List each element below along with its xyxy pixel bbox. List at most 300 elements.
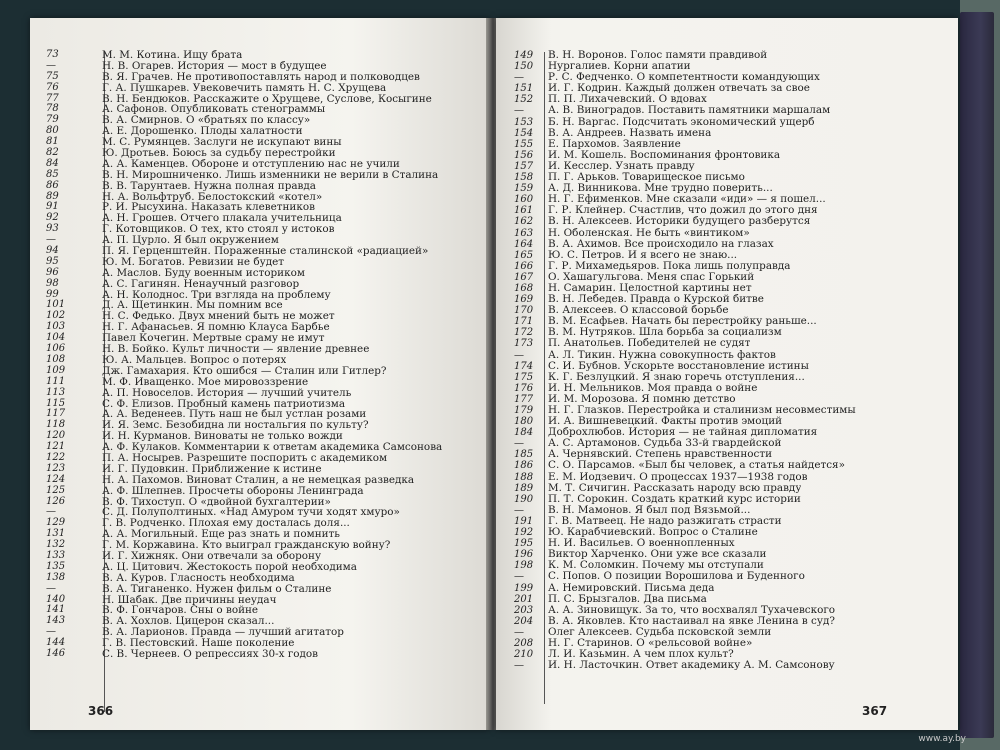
contents-entry bbox=[42, 72, 482, 83]
entry-page-number: — bbox=[514, 105, 524, 117]
entry-title: А. Л. Тикин. Нужна совокупность фактов bbox=[548, 349, 776, 361]
entry-page-number: 161 bbox=[514, 205, 534, 217]
watermark: www.ay.by bbox=[918, 734, 966, 744]
entry-page-number: 143 bbox=[46, 615, 66, 627]
entry-title: Н. Оболенская. Не быть «винтиком» bbox=[548, 227, 750, 239]
entry-title: А. А. Зиновищук. За то, что восхвалял Тухачевского bbox=[548, 604, 836, 616]
contents-entry bbox=[510, 583, 950, 594]
contents-entry bbox=[510, 394, 950, 405]
entry-title: А. А. Каменцев. Обороне и отступлению нас не учили bbox=[102, 158, 400, 170]
entry-title: Р. С. Федченко. О компетентности командующих bbox=[548, 72, 820, 84]
contents-entry bbox=[510, 50, 950, 61]
entry-page-number: 122 bbox=[46, 451, 66, 463]
contents-entry bbox=[510, 327, 950, 338]
entry-title: А. С. Артамонов. Судьба 33-й гвардейской bbox=[548, 438, 782, 450]
contents-entry bbox=[510, 538, 950, 549]
entry-title: А. Ф. Шлепнев. Просчеты обороны Ленинграда bbox=[102, 485, 364, 497]
contents-entry bbox=[510, 483, 950, 494]
entry-title: Е. М. Иодзевич. О процессах 1937—1938 годов bbox=[548, 471, 808, 483]
entry-title: В. А. Яковлев. Кто настаивал на явке Ленина в суд? bbox=[548, 615, 835, 627]
entry-title: А. П. Цурло. Я был окружением bbox=[102, 235, 279, 247]
entry-title: В. Н. Воронов. Голос памяти правдивой bbox=[548, 50, 768, 61]
entry-title: А. А. Могильный. Еще раз знать и помнить bbox=[102, 529, 340, 541]
entry-title: Доброхлюбов. История — не тайная дипломатия bbox=[548, 427, 818, 439]
contents-entry bbox=[510, 472, 950, 483]
entry-title: В. Н. Лебедев. Правда о Курской битве bbox=[548, 294, 764, 306]
entry-page-number: 106 bbox=[46, 343, 66, 355]
contents-entry bbox=[42, 279, 482, 290]
entry-page-number: 99 bbox=[46, 288, 59, 300]
contents-entry bbox=[510, 305, 950, 316]
entry-title: В. М. Нутряков. Шла борьба за социализм bbox=[548, 327, 782, 339]
entry-title: А. Чернявский. Степень нравственности bbox=[548, 449, 773, 461]
entry-page-number: 91 bbox=[46, 201, 59, 213]
contents-entry bbox=[42, 94, 482, 105]
contents-entry bbox=[42, 137, 482, 148]
entry-page-number: 163 bbox=[514, 227, 534, 239]
entry-title: В. В. Тарунтаев. Нужна полная правда bbox=[102, 180, 316, 192]
contents-entry bbox=[42, 627, 482, 638]
entry-page-number: 176 bbox=[514, 382, 534, 394]
entry-page-number: 174 bbox=[514, 360, 534, 372]
entry-title: Г. Котовщиков. О тех, кто стоял у истоков bbox=[102, 224, 335, 236]
entry-title: Н. Г. Ефименков. Мне сказали «иди» — я пошел... bbox=[548, 194, 826, 206]
entry-page-number: 102 bbox=[46, 310, 66, 322]
contents-entry bbox=[42, 61, 482, 72]
entry-title: А. Сафонов. Опубликовать стенограммы bbox=[102, 104, 326, 116]
entry-page-number: 108 bbox=[46, 353, 66, 365]
entry-title: Дж. Гамахария. Кто ошибся — Сталин или Гитлер? bbox=[102, 365, 387, 377]
entry-title: Н. В. Бойко. Культ личности — явление древнее bbox=[102, 344, 370, 355]
entry-page-number: 159 bbox=[514, 183, 534, 195]
contents-entry bbox=[42, 431, 482, 442]
entry-title: А. Е. Дорошенко. Плоды халатности bbox=[102, 126, 303, 138]
contents-entry bbox=[510, 605, 950, 616]
contents-entry bbox=[510, 494, 950, 505]
entry-page-number: 94 bbox=[46, 245, 59, 257]
entry-title: В. Н. Бендюков. Расскажите о Хрущеве, Суслове, Косыгине bbox=[102, 93, 432, 105]
entry-page-number: 158 bbox=[514, 172, 534, 184]
entry-title: Е. Пархомов. Заявление bbox=[548, 138, 681, 150]
page-number-right: 367 bbox=[862, 704, 888, 718]
entry-page-number: 82 bbox=[46, 147, 59, 159]
entry-page-number: 92 bbox=[46, 212, 59, 224]
entry-page-number: 204 bbox=[514, 615, 534, 627]
entry-page-number: 185 bbox=[514, 449, 534, 461]
entry-title: М. Ф. Иващенко. Мое мировоззрение bbox=[102, 376, 309, 388]
contents-entry bbox=[510, 505, 950, 516]
entry-title: В. А. Ларионов. Правда — лучший агитатор bbox=[102, 627, 344, 639]
contents-entry bbox=[510, 272, 950, 283]
contents-entry bbox=[510, 361, 950, 372]
contents-entry bbox=[42, 464, 482, 475]
entry-page-number: 117 bbox=[46, 408, 66, 420]
book-cover-edge bbox=[960, 12, 994, 738]
contents-entry bbox=[510, 228, 950, 239]
entry-page-number: — bbox=[514, 438, 524, 450]
entry-page-number: 188 bbox=[514, 471, 534, 483]
entry-title: Павел Кочегин. Мертвые сраму не имут bbox=[102, 333, 325, 345]
entry-page-number: 80 bbox=[46, 125, 59, 137]
entry-title: С. И. Бубнов. Ускорьте восстановление истины bbox=[548, 360, 809, 372]
entry-title: В. А. Тиганенко. Нужен фильм о Сталине bbox=[102, 583, 332, 595]
entry-title: Олег Алексеев. Судьба псковской земли bbox=[548, 626, 772, 638]
entry-title: И. Г. Хижняк. Они отвечали за оборону bbox=[102, 550, 322, 562]
entry-page-number: 98 bbox=[46, 277, 59, 289]
contents-entry bbox=[42, 192, 482, 203]
entry-title: К. Г. Безлуцкий. Я знаю горечь отступления... bbox=[548, 371, 805, 383]
contents-entry bbox=[510, 660, 950, 671]
entry-title: Ю. Карабчиевский. Вопрос о Сталине bbox=[548, 527, 758, 539]
left-page bbox=[30, 18, 490, 730]
entry-page-number: 190 bbox=[514, 493, 534, 505]
contents-entry bbox=[42, 322, 482, 333]
entry-page-number: 196 bbox=[514, 549, 534, 561]
contents-entry bbox=[510, 83, 950, 94]
entry-page-number: 123 bbox=[46, 462, 66, 474]
entry-title: С. В. Чернеев. О репрессиях 30-х годов bbox=[102, 648, 319, 660]
entry-title: Г. Р. Клейнер. Счастлив, что дожил до этого дня bbox=[548, 205, 818, 217]
contents-entry bbox=[510, 239, 950, 250]
contents-entry bbox=[510, 94, 950, 105]
entry-page-number: — bbox=[514, 571, 524, 583]
entry-title: Н. Самарин. Целостной картины нет bbox=[548, 282, 752, 294]
contents-entry bbox=[42, 148, 482, 159]
entry-page-number: 140 bbox=[46, 593, 66, 605]
entry-title: Б. Н. Варгас. Подсчитать экономический ущерб bbox=[548, 116, 815, 128]
entry-page-number: 115 bbox=[46, 397, 66, 409]
contents-entry bbox=[42, 507, 482, 518]
entry-page-number: 125 bbox=[46, 484, 66, 496]
entry-title: Г. А. Пушкарев. Увековечить память Н. С. Хрущева bbox=[102, 82, 387, 94]
entry-page-number: — bbox=[514, 504, 524, 516]
contents-entry bbox=[42, 344, 482, 355]
contents-entry bbox=[42, 377, 482, 388]
entry-title: Н. Г. Старинов. О «рельсовой войне» bbox=[548, 637, 753, 649]
contents-entry bbox=[510, 105, 950, 116]
entry-page-number: — bbox=[46, 582, 56, 594]
entry-title: П. С. Брызгалов. Два письма bbox=[548, 593, 707, 605]
entry-page-number: 151 bbox=[514, 83, 534, 95]
entry-title: В. Н. Мамонов. Я был под Вязьмой... bbox=[548, 504, 751, 516]
contents-entry bbox=[510, 261, 950, 272]
entry-title: П. Г. Арьков. Товарищеское письмо bbox=[548, 172, 745, 184]
contents-entry bbox=[510, 594, 950, 605]
contents-entry bbox=[42, 638, 482, 649]
entry-page-number: 103 bbox=[46, 321, 66, 333]
contents-entry bbox=[42, 616, 482, 627]
entry-title: А. Ц. Цитович. Жестокость порой необходима bbox=[102, 561, 357, 573]
entry-page-number: 85 bbox=[46, 168, 59, 180]
entry-page-number: 168 bbox=[514, 282, 534, 294]
entry-title: П. Я. Герценштейн. Пораженные сталинской «радиацией» bbox=[102, 246, 429, 257]
entry-page-number: 179 bbox=[514, 405, 534, 416]
entry-page-number: 155 bbox=[514, 138, 534, 150]
contents-entry bbox=[510, 194, 950, 205]
contents-entry bbox=[510, 416, 950, 427]
entry-page-number: 172 bbox=[514, 327, 534, 339]
entry-title: И. М. Кошель. Воспоминания фронтовика bbox=[548, 149, 781, 161]
contents-entry bbox=[510, 250, 950, 261]
entry-page-number: 150 bbox=[514, 61, 534, 73]
entry-page-number: — bbox=[46, 506, 56, 518]
entry-page-number: 154 bbox=[514, 127, 534, 139]
contents-entry bbox=[42, 409, 482, 420]
entry-title: П. П. Лихачевский. О вдовах bbox=[548, 94, 707, 106]
entry-title: И. Я. Земс. Безобидна ли ностальгия по культу? bbox=[102, 420, 369, 432]
entry-page-number: 109 bbox=[46, 364, 66, 376]
entry-title: И. Г. Пудовкин. Приближение к истине bbox=[102, 463, 322, 475]
entry-title: И. Н. Ласточкин. Ответ академику А. М. Самсонову bbox=[548, 660, 835, 672]
entry-title: Г. Р. Михамедьяров. Пока лишь полуправда bbox=[548, 260, 791, 272]
contents-entry bbox=[510, 649, 950, 660]
entry-page-number: 192 bbox=[514, 527, 534, 539]
entry-title: И. Н. Мельников. Моя правда о войне bbox=[548, 382, 758, 394]
entry-page-number: 120 bbox=[46, 430, 66, 442]
contents-entry bbox=[510, 150, 950, 161]
entry-title: В. А. Андреев. Назвать имена bbox=[548, 127, 712, 139]
contents-entry bbox=[510, 460, 950, 471]
entry-page-number: 198 bbox=[514, 560, 534, 572]
contents-entry bbox=[510, 316, 950, 327]
contents-entry bbox=[42, 551, 482, 562]
entry-title: Н. В. Огарев. История — мост в будущее bbox=[102, 60, 327, 72]
entry-title: В. Ф. Гончаров. Сны о войне bbox=[102, 605, 259, 617]
contents-entry bbox=[510, 205, 950, 216]
contents-entry bbox=[42, 290, 482, 301]
contents-entry bbox=[510, 516, 950, 527]
contents-entry bbox=[42, 573, 482, 584]
contents-entry bbox=[510, 405, 950, 416]
entry-page-number: 177 bbox=[514, 393, 534, 405]
contents-entry bbox=[510, 527, 950, 538]
entry-title: С. Попов. О позиции Ворошилова и Буденного bbox=[548, 571, 805, 583]
entry-page-number: 144 bbox=[46, 637, 66, 649]
entry-title: И. Г. Кодрин. Каждый должен отвечать за свое bbox=[548, 83, 810, 95]
entry-title: С. Ф. Елизов. Пробный камень патриотизма bbox=[102, 398, 346, 410]
contents-entry bbox=[510, 449, 950, 460]
contents-entry bbox=[510, 161, 950, 172]
entry-page-number: 189 bbox=[514, 482, 534, 494]
entry-title: И. А. Вишневецкий. Факты против эмоций bbox=[548, 416, 783, 428]
contents-entry bbox=[42, 420, 482, 431]
entry-title: А. П. Новоселов. История — лучший учитель bbox=[102, 387, 352, 399]
contents-entry bbox=[510, 117, 950, 128]
entry-page-number: 79 bbox=[46, 114, 59, 126]
entry-title: И. Кесслер. Узнать правду bbox=[548, 160, 695, 172]
entry-page-number: 111 bbox=[46, 375, 66, 387]
entry-page-number: 84 bbox=[46, 157, 59, 169]
contents-entry bbox=[42, 311, 482, 322]
entry-page-number: 121 bbox=[46, 441, 66, 453]
entry-title: И. М. Морозова. Я помню детство bbox=[548, 393, 736, 405]
entry-title: Виктор Харченко. Они уже все сказали bbox=[548, 549, 767, 561]
contents-list-right bbox=[510, 50, 950, 671]
entry-title: Ю. М. Богатов. Ревизии не будет bbox=[102, 256, 285, 268]
entry-title: А. Н. Грошев. Отчего плакала учительница bbox=[102, 213, 342, 225]
entry-page-number: 96 bbox=[46, 266, 59, 278]
entry-page-number: 184 bbox=[514, 427, 534, 439]
entry-title: М. С. Румянцев. Заслуги не искупают вины bbox=[102, 137, 342, 149]
entry-title: Н. Шабак. Две причины неудач bbox=[102, 594, 277, 606]
entry-title: Ю. А. Мальцев. Вопрос о потерях bbox=[102, 354, 287, 366]
contents-entry bbox=[42, 202, 482, 213]
contents-entry bbox=[42, 562, 482, 573]
contents-entry bbox=[42, 159, 482, 170]
entry-page-number: 132 bbox=[46, 539, 66, 551]
contents-entry bbox=[510, 283, 950, 294]
entry-page-number: 135 bbox=[46, 560, 66, 572]
contents-entry bbox=[510, 571, 950, 582]
entry-page-number: 210 bbox=[514, 649, 534, 661]
entry-page-number: 157 bbox=[514, 160, 534, 172]
contents-entry bbox=[42, 366, 482, 377]
contents-entry bbox=[510, 61, 950, 72]
contents-entry bbox=[42, 529, 482, 540]
contents-entry bbox=[510, 372, 950, 383]
entry-title: В. Алексеев. О классовой борьбе bbox=[548, 305, 729, 317]
page-number-left: 366 bbox=[88, 704, 114, 718]
entry-page-number: 78 bbox=[46, 103, 59, 115]
contents-entry bbox=[42, 104, 482, 115]
entry-page-number: 76 bbox=[46, 81, 59, 93]
entry-title: А. С. Гагинян. Ненаучный разговор bbox=[102, 278, 300, 290]
entry-title: Г. В. Родченко. Плохая ему досталась доля... bbox=[102, 518, 350, 530]
contents-entry bbox=[42, 649, 482, 660]
entry-page-number: 199 bbox=[514, 582, 534, 594]
entry-page-number: 208 bbox=[514, 637, 534, 649]
right-page bbox=[496, 18, 958, 730]
entry-page-number: — bbox=[514, 72, 524, 84]
entry-page-number: 149 bbox=[514, 50, 534, 61]
entry-page-number: 153 bbox=[514, 116, 534, 128]
entry-page-number: 201 bbox=[514, 593, 534, 605]
contents-entry bbox=[510, 549, 950, 560]
contents-entry bbox=[42, 584, 482, 595]
contents-entry bbox=[510, 427, 950, 438]
entry-title: Н. И. Васильев. О военнопленных bbox=[548, 538, 735, 550]
contents-entry bbox=[510, 616, 950, 627]
entry-page-number: 124 bbox=[46, 473, 66, 485]
entry-page-number: 118 bbox=[46, 419, 66, 431]
contents-entry bbox=[42, 83, 482, 94]
entry-title: Д. А. Щетинкин. Мы помним все bbox=[102, 300, 283, 312]
contents-entry bbox=[510, 350, 950, 361]
entry-title: Л. И. Казьмин. А чем плох культ? bbox=[548, 649, 734, 661]
entry-title: С. Д. Полуполтиных. «Над Амуром тучи ходят хмуро» bbox=[102, 507, 400, 519]
entry-title: В. А. Хохлов. Цицерон сказал... bbox=[102, 616, 275, 628]
entry-page-number: 186 bbox=[514, 460, 534, 472]
contents-entry bbox=[42, 475, 482, 486]
contents-entry bbox=[42, 246, 482, 257]
entry-page-number: 175 bbox=[514, 371, 534, 383]
entry-title: Р. И. Рысухина. Наказать клеветников bbox=[102, 202, 315, 214]
contents-entry bbox=[42, 181, 482, 192]
entry-page-number: 95 bbox=[46, 255, 59, 267]
contents-entry bbox=[42, 126, 482, 137]
entry-page-number: 164 bbox=[514, 238, 534, 250]
entry-title: П. Анатольев. Победителей не судят bbox=[548, 338, 751, 350]
entry-page-number: — bbox=[46, 234, 56, 246]
entry-title: В. М. Есафьев. Начать бы перестройку раньше... bbox=[548, 316, 817, 328]
entry-title: В. А. Куров. Гласность необходима bbox=[102, 572, 295, 584]
contents-entry bbox=[42, 224, 482, 235]
entry-page-number: 138 bbox=[46, 571, 66, 583]
entry-page-number: 89 bbox=[46, 190, 59, 202]
contents-entry bbox=[42, 399, 482, 410]
entry-title: П. Т. Сорокин. Создать краткий курс истории bbox=[548, 493, 801, 505]
entry-page-number: 165 bbox=[514, 249, 534, 261]
contents-entry bbox=[42, 442, 482, 453]
contents-entry bbox=[510, 72, 950, 83]
entry-title: П. А. Носырев. Разрешите поспорить с академиком bbox=[102, 452, 388, 464]
contents-entry bbox=[42, 518, 482, 529]
entry-title: В. Н. Алексеев. Историки будущего разберутся bbox=[548, 216, 811, 228]
entry-page-number: 162 bbox=[514, 216, 534, 228]
contents-entry bbox=[510, 183, 950, 194]
contents-entry bbox=[510, 438, 950, 449]
entry-page-number: 126 bbox=[46, 495, 66, 507]
entry-title: Н. Г. Афанасьев. Я помню Клауса Барбье bbox=[102, 322, 330, 334]
entry-page-number: 93 bbox=[46, 223, 59, 235]
entry-title: Г. В. Пестовский. Наше поколение bbox=[102, 638, 295, 649]
contents-entry bbox=[510, 638, 950, 649]
entry-title: В. Ф. Тихоступ. О «двойной бухгалтерии» bbox=[102, 496, 331, 508]
entry-page-number: 203 bbox=[514, 604, 534, 616]
entry-page-number: — bbox=[514, 660, 524, 672]
entry-title: Ю. С. Петров. И я всего не знаю... bbox=[548, 249, 738, 261]
entry-title: И. Н. Курманов. Виноваты не только вожди bbox=[102, 431, 343, 443]
entry-page-number: 86 bbox=[46, 179, 59, 191]
contents-entry bbox=[510, 338, 950, 349]
entry-title: В. Я. Грачев. Не противопоставлять народ и полководцев bbox=[102, 71, 420, 83]
contents-list-left bbox=[42, 50, 482, 660]
entry-page-number: 169 bbox=[514, 294, 534, 306]
contents-entry bbox=[42, 257, 482, 268]
entry-title: А. Н. Колоднос. Три взгляда на проблему bbox=[102, 289, 331, 301]
entry-title: К. М. Соломкин. Почему мы отступали bbox=[548, 560, 764, 572]
entry-page-number: 152 bbox=[514, 94, 534, 106]
entry-title: А. Д. Винникова. Мне трудно поверить... bbox=[548, 183, 773, 195]
contents-entry bbox=[42, 486, 482, 497]
entry-page-number: 166 bbox=[514, 260, 534, 272]
entry-page-number: — bbox=[514, 626, 524, 638]
entry-title: С. О. Парсамов. «Был бы человек, а статья найдется» bbox=[548, 460, 845, 472]
entry-title: Н. Г. Глазков. Перестройка и сталинизм несовместимы bbox=[548, 405, 856, 416]
entry-page-number: 133 bbox=[46, 549, 66, 561]
contents-entry bbox=[42, 268, 482, 279]
entry-title: Г. В. Матвеец. Не надо разжигать страсти bbox=[548, 515, 782, 527]
entry-page-number: 129 bbox=[46, 517, 66, 529]
contents-entry bbox=[42, 605, 482, 616]
entry-title: Н. А. Пахомов. Виноват Сталин, а не немецкая разведка bbox=[102, 474, 415, 486]
entry-page-number: 156 bbox=[514, 149, 534, 161]
contents-entry bbox=[42, 333, 482, 344]
contents-entry bbox=[42, 453, 482, 464]
entry-title: В. А. Ахимов. Все происходило на глазах bbox=[548, 238, 774, 250]
contents-entry bbox=[42, 595, 482, 606]
entry-page-number: 191 bbox=[514, 515, 534, 527]
entry-page-number: 81 bbox=[46, 136, 59, 148]
entry-page-number: — bbox=[46, 59, 56, 71]
entry-page-number: 171 bbox=[514, 316, 534, 328]
contents-entry bbox=[42, 388, 482, 399]
entry-title: Н. А. Вольфтруб. Белостокский «котел» bbox=[102, 191, 323, 203]
entry-page-number: 101 bbox=[46, 299, 66, 311]
contents-entry bbox=[42, 300, 482, 311]
entry-page-number: 75 bbox=[46, 70, 59, 82]
entry-title: В. А. Смирнов. О «братьях по классу» bbox=[102, 115, 311, 127]
